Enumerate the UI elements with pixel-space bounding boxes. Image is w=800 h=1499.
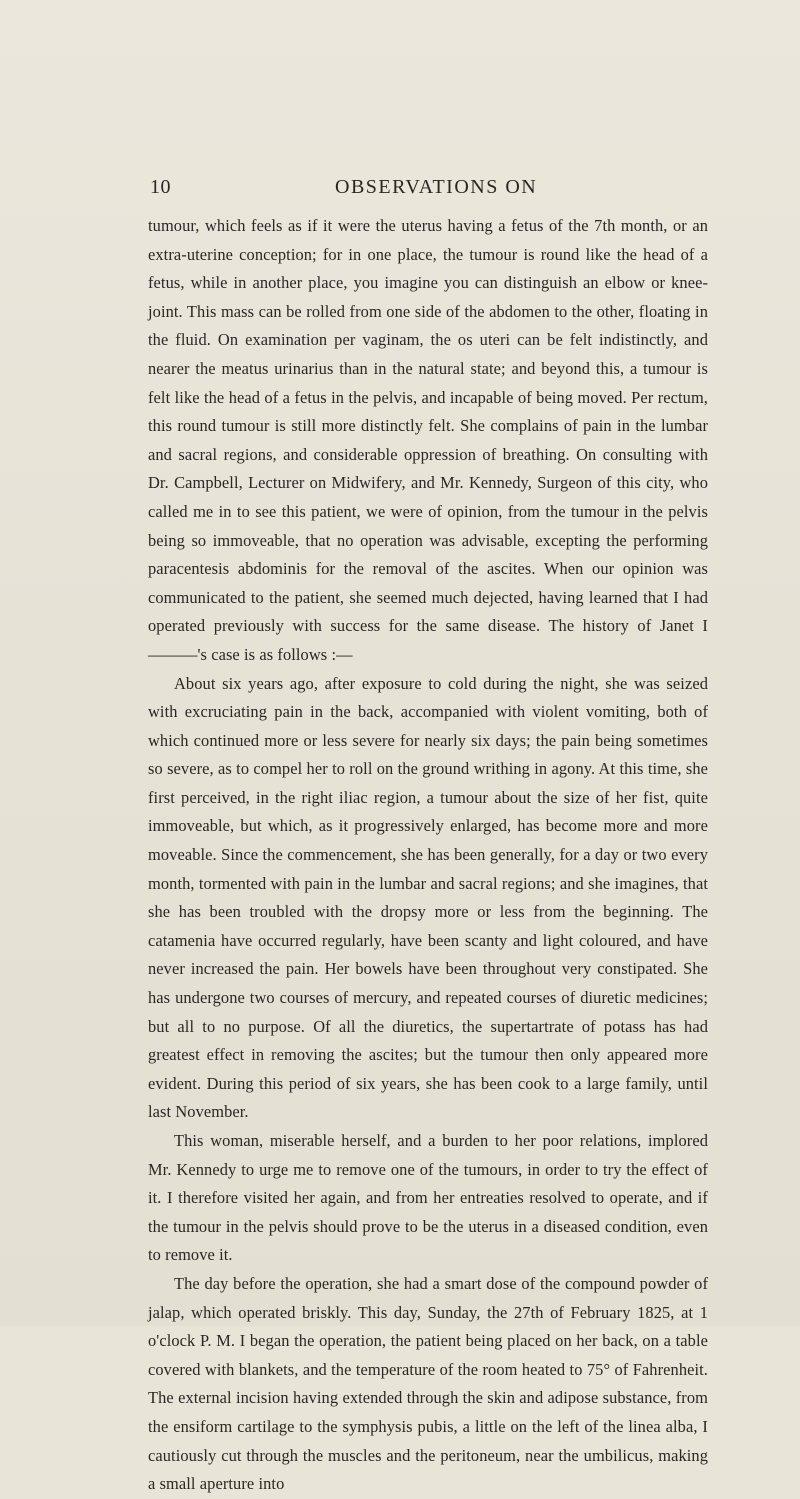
paragraph: About six years ago, after exposure to cold during the night, she was seized with excruciating pain in the back, accompanied with violent vomiting, both of which continued more or less severe for nearly six days; the pain being sometimes so severe, as to compel her to roll on the ground writhing in agony. At this time, she first perceived, in the right iliac region, a tumour about the size of her fist, quite immoveable, but which, as it progressively enlarged, has become more and more moveable. Since the commencement, she has been generally, for a day or two every month, tormented with pain in the lumbar and sacral regions; and she imagines, that she has been troubled with the dropsy more or less from the beginning. The catamenia have occurred regularly, have been scanty and light coloured, and have never increased the pain. Her bowels have been throughout very constipated. She has undergone two courses of mercury, and repeated courses of diuretic medicines; but all to no purpose. Of all the diuretics, the supertartrate of potass has had greatest effect in removing the ascites; but the tumour then only appeared more evident. During this period of six years, she has been cook to a large family, until last November. [148,673,708,1122]
paragraph: The day before the operation, she had a smart dose of the compound powder of jalap, which operated briskly. This day, Sunday, the 27th of February 1825, at 1 o'clock P. M. I began the operation, the patient being placed on her back, on a table covered with blankets, and the temperature of the room heated to 75° of Fahrenheit. The external incision having extended through the skin and adipose substance, from the ensiform cartilage to the symphysis pubis, a little on the left of the linea alba, I cautiously cut through the muscles and the peritoneum, near the umbilicus, making a small aperture into [148,1273,708,1494]
running-head [150,176,710,202]
running-title: OBSERVATIONS ON [335,176,538,198]
page-number: 10 [150,176,171,198]
paragraph: tumour, which feels as if it were the uterus having a fetus of the 7th month, or an extra-uterine conception; for in one place, the tumour is round like the head of a fetus, while in another place, you imagine you can distinguish an elbow or knee-joint. This mass can be rolled from one side of the abdomen to the other, floating in the fluid. On examination per vaginam, the os uteri can be felt indistinctly, and nearer the meatus urinarius than in the natural state; and beyond this, a tumour is felt like the head of a fetus in the pelvis, and incapable of being moved. Per rectum, this round tumour is still more distinctly felt. She complains of pain in the lumbar and sacral regions, and considerable oppression of breathing. On consulting with Dr. Campbell, Lecturer on Midwifery, and Mr. Kennedy, Surgeon of this city, who called me in to see this patient, we were of opinion, from the tumour in the pelvis being so immoveable, that no operation was advisable, excepting the performing paracentesis abdominis for the removal of the ascites. When our opinion was communicated to the patient, she seemed much dejected, having learned that I had operated previously with success for the same disease. The history of Janet I———'s case is as follows :— [148,216,708,664]
body-text [148,212,708,1499]
paragraph: This woman, miserable herself, and a burden to her poor relations, implored Mr. Kennedy to urge me to remove one of the tumours, in order to try the effect of it. I therefore visited her again, and from her entreaties resolved to operate, and if the tumour in the pelvis should prove to be the uterus in a diseased condition, even to remove it. [148,1131,708,1265]
